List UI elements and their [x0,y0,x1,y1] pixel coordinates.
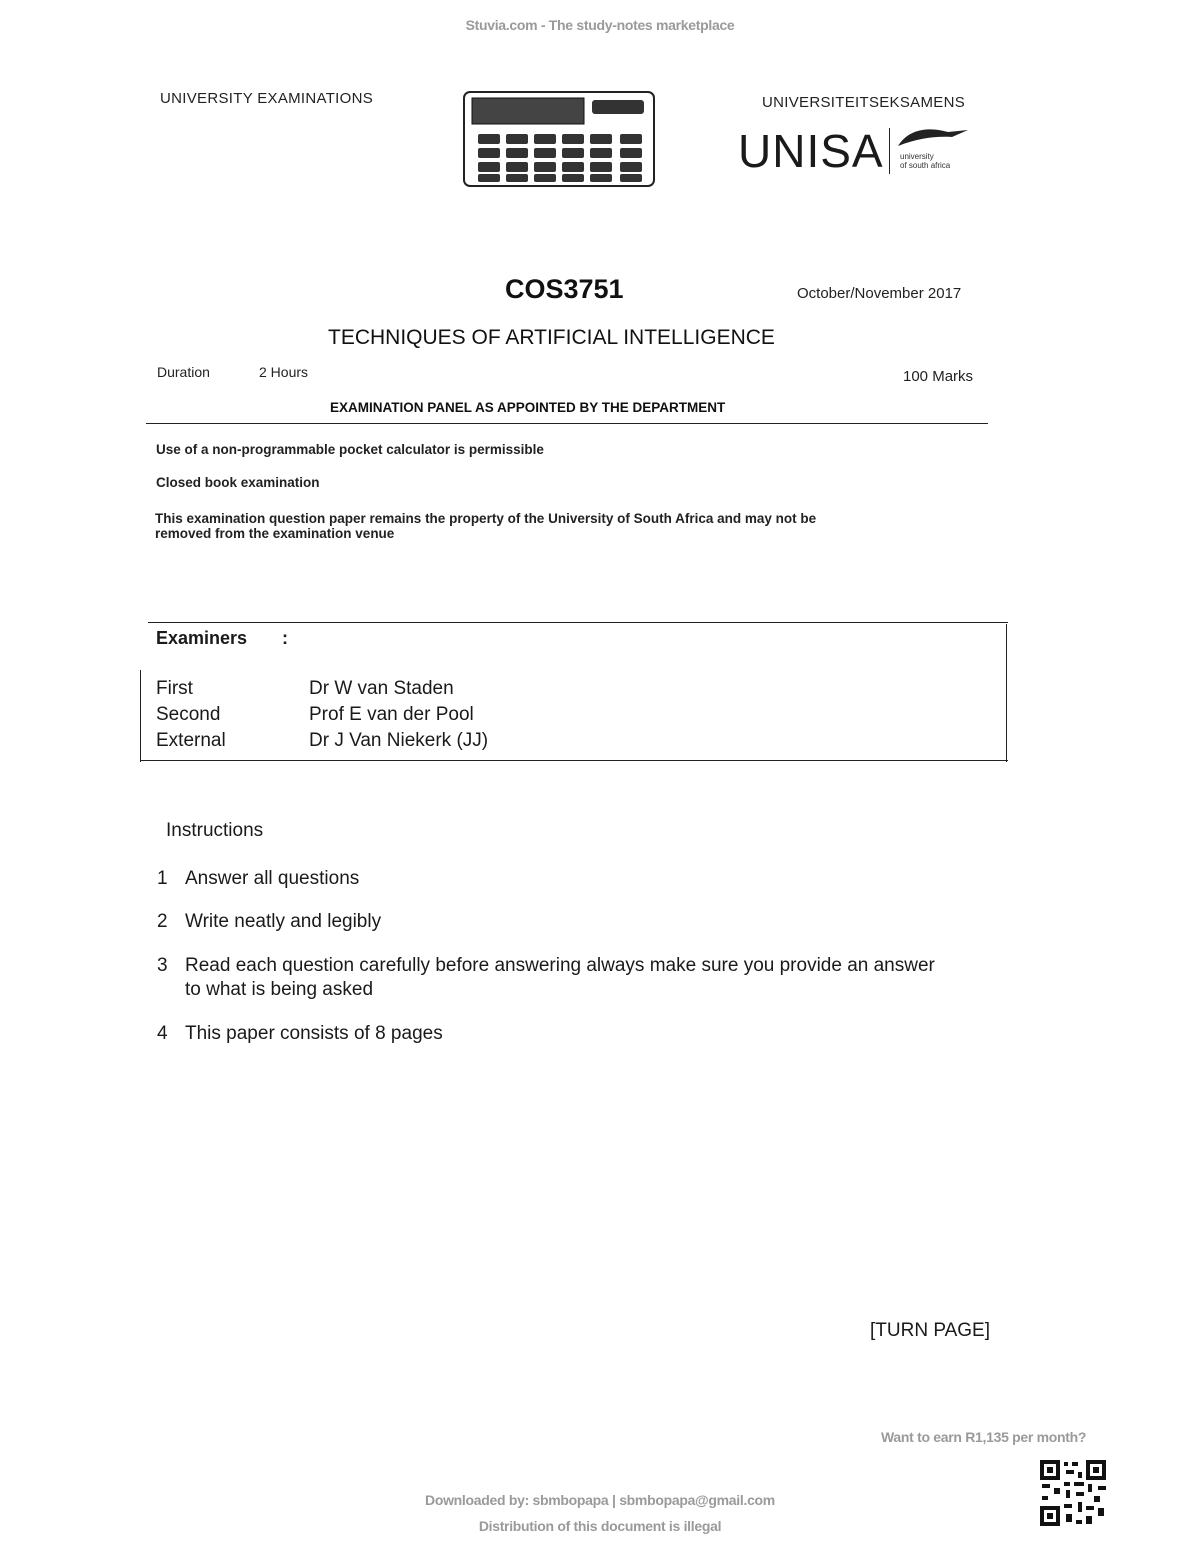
instruction-text-continued: to what is being asked [185,979,374,1000]
logo-divider [889,128,890,174]
duration-label: Duration [157,364,210,380]
examiners-box-left [140,670,141,762]
examiners-colon: : [282,628,288,648]
downloaded-by-watermark: Downloaded by: sbmbopapa | sbmbopapa@gmail.com [425,1492,775,1508]
unisa-wordmark: UNISA [738,125,884,177]
header-left: UNIVERSITY EXAMINATIONS [160,90,374,107]
course-code: COS3751 [505,274,624,304]
header-rule [146,423,988,424]
unisa-sub-2: of south africa [900,161,951,170]
property-note-2: removed from the examination venue [155,526,395,541]
instruction-number: 2 [157,911,168,932]
examination-panel: EXAMINATION PANEL AS APPOINTED BY THE DEPARTMENT [330,400,726,415]
examiner-role-second: Second [156,704,221,725]
stuvia-watermark: Stuvia.com - The study-notes marketplace [465,17,735,33]
calculator-note: Use of a non-programmable pocket calculator is permissible [156,442,544,457]
examiner-name-second: Prof E van der Pool [309,704,474,725]
total-marks: 100 Marks [903,368,974,385]
closed-book-note: Closed book examination [156,475,320,490]
unisa-bird-icon [896,124,972,155]
course-title: TECHNIQUES OF ARTIFICIAL INTELLIGENCE [328,326,775,349]
examiners-box-bottom [140,760,1008,761]
examiner-name-first: Dr W van Staden [309,678,454,699]
instruction-text: Write neatly and legibly [185,911,382,932]
instruction-number: 3 [157,955,168,976]
property-note: This examination question paper remains the property of the University of South Africa and may not be [155,511,817,526]
unisa-logo [738,122,884,180]
examiners-box-right [1006,624,1007,762]
turn-page: [TURN PAGE] [870,1320,990,1341]
duration-value: 2 Hours [259,364,309,380]
instruction-number: 4 [157,1023,168,1044]
unisa-sub-1: university [900,152,934,161]
exam-session: October/November 2017 [797,285,962,302]
examiner-name-external: Dr J Van Niekerk (JJ) [309,730,489,751]
instruction-text: Read each question carefully before answering always make sure you provide an answer [185,955,935,976]
calculator-icon [462,88,658,195]
instruction-text: Answer all questions [185,868,360,889]
examiner-role-external: External [156,730,226,751]
instruction-text: This paper consists of 8 pages [185,1023,443,1044]
instructions-heading: Instructions [166,820,264,841]
earn-watermark: Want to earn R1,135 per month? [881,1429,1087,1445]
examiners-box-top [148,622,1008,623]
instruction-number: 1 [157,868,168,889]
header-right: UNIVERSITEITSEKSAMENS [762,94,966,111]
distribution-watermark: Distribution of this document is illegal [478,1518,722,1534]
examiners-heading: Examiners [156,628,248,648]
examiner-role-first: First [156,678,193,699]
